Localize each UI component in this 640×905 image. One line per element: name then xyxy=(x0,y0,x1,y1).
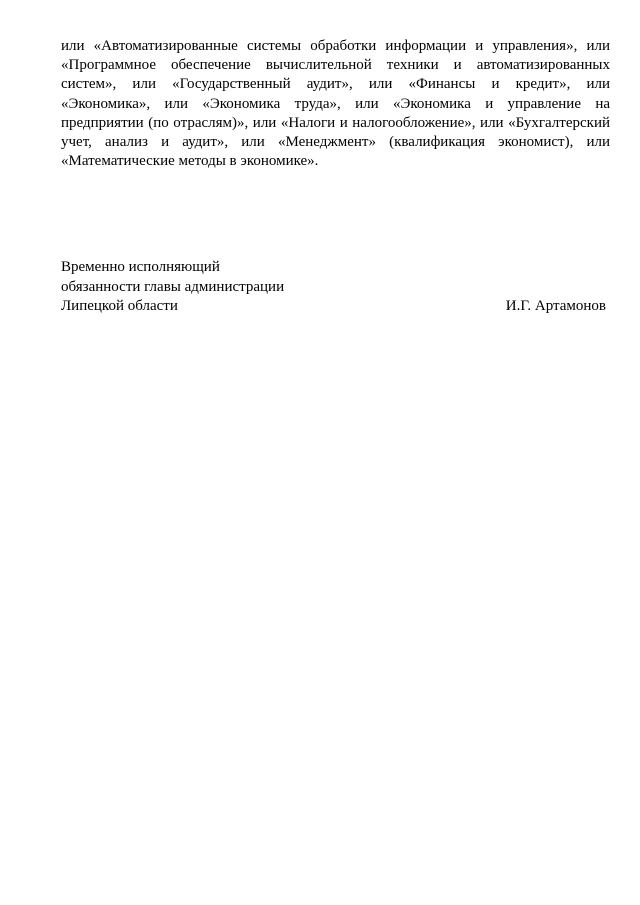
signer-position-line: обязанности главы администрации xyxy=(61,278,285,295)
signature-row xyxy=(61,297,606,317)
paragraph-line: «Программное обеспечение вычислительной техники и автоматизированных xyxy=(61,57,610,74)
paragraph-line: «Математические методы в экономике». xyxy=(61,153,319,170)
signer-position-line: Липецкой области xyxy=(61,298,178,314)
paragraph-line: «Экономика», или «Экономика труда», или «Экономика и управление на xyxy=(61,95,610,112)
paragraph-line: предприятии (по отраслям)», или «Налоги и налогообложение», или «Бухгалтерский xyxy=(61,114,610,131)
body-paragraph xyxy=(61,37,610,171)
signer-name: И.Г. Артамонов xyxy=(505,298,606,314)
signature-block xyxy=(61,258,606,317)
paragraph-line: или «Автоматизированные системы обработки информации и управления», или xyxy=(61,38,610,54)
paragraph-line: систем», или «Государственный аудит», или «Финансы и кредит», или xyxy=(61,76,610,93)
paragraph-line: учет, анализ и аудит», или «Менеджмент» (квалификация экономист), или xyxy=(61,133,610,150)
signer-position-line: Временно исполняющий xyxy=(61,259,220,275)
